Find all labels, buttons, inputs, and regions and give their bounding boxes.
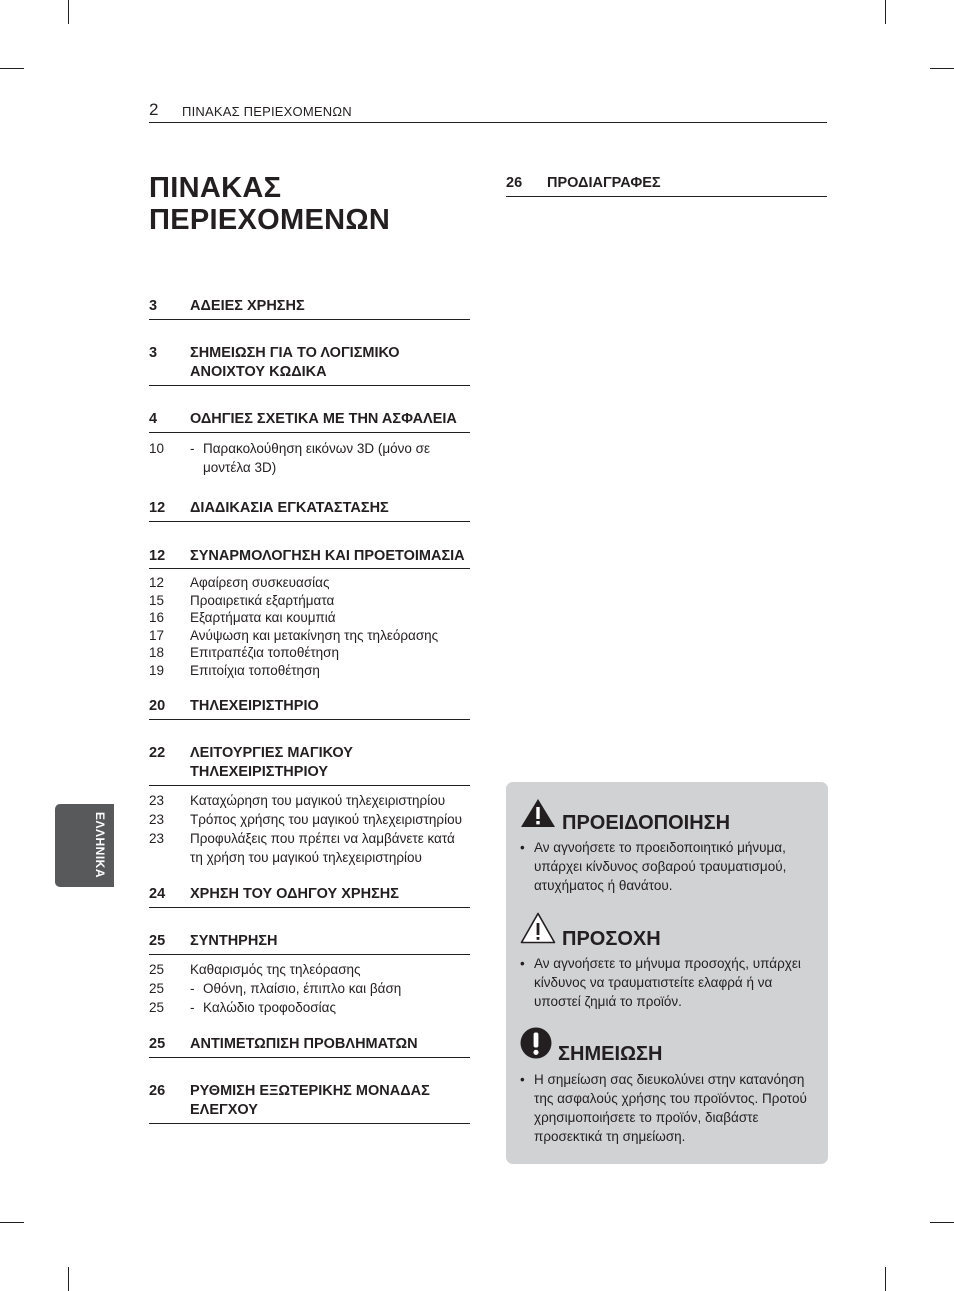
toc-heading[interactable] xyxy=(149,1082,470,1124)
toc-page-number: 17 xyxy=(149,627,165,643)
toc-dash: - xyxy=(190,999,195,1015)
toc-page-number: 16 xyxy=(149,610,165,625)
notice-box xyxy=(506,782,828,1164)
toc-subitem-text: Προαιρετικά εξαρτήματα xyxy=(190,592,335,608)
language-tab-label: ΕΛΛΗΝΙΚΑ xyxy=(93,812,107,879)
toc-section xyxy=(149,499,470,522)
toc-subitem-text: Αφαίρεση συσκευασίας xyxy=(190,575,330,590)
exclamation-circle-icon xyxy=(520,1027,552,1065)
crop-mark xyxy=(885,0,886,24)
toc-subitem-text: Προφυλάξεις που πρέπει να λαμβάνετε κατά τη χρήση του μαγικού τηλεχειριστηρίου xyxy=(190,830,455,865)
page-title xyxy=(149,172,479,236)
caution-text xyxy=(520,954,816,1011)
warning-title-text: ΠΡΟΕΙΔΟΠΟΙΗΣΗ xyxy=(562,812,731,834)
note-title xyxy=(520,1027,662,1065)
bullet: • xyxy=(520,1072,525,1087)
toc-subitem-text: Επιτοίχια τοποθέτηση xyxy=(190,662,320,678)
toc-page-number: 24 xyxy=(149,885,166,902)
toc-heading[interactable] xyxy=(149,744,470,786)
toc-heading-text: ΣΗΜΕΙΩΣΗ ΓΙΑ ΤΟ ΛΟΓΙΣΜΙΚΟ ΑΝΟΙΧΤΟΥ ΚΩΔΙΚΑ xyxy=(190,345,400,380)
toc-heading-text: ΣΥΝΤΗΡΗΣΗ xyxy=(190,932,278,949)
bullet: • xyxy=(520,840,525,855)
caution-title xyxy=(520,912,661,950)
toc-subitem-text: Καταχώρηση του μαγικού τηλεχειριστηρίου xyxy=(190,793,446,808)
toc-subitem[interactable] xyxy=(149,627,470,645)
toc-page-number: 12 xyxy=(149,548,166,564)
toc-page-number: 25 xyxy=(149,961,165,977)
toc-page-number: 3 xyxy=(149,345,158,361)
toc-page-number: 23 xyxy=(149,830,165,846)
toc-subitem-text: Καθαρισμός της τηλεόρασης xyxy=(190,961,361,977)
toc-subitem[interactable] xyxy=(149,609,470,627)
warning-triangle-filled-icon xyxy=(520,798,556,834)
table-of-contents-right xyxy=(506,174,827,197)
toc-heading-text: ΟΔΗΓΙΕΣ ΣΧΕΤΙΚΑ ΜΕ ΤΗΝ ΑΣΦΑΛΕΙΑ xyxy=(190,411,457,427)
language-tab xyxy=(55,804,114,887)
bullet: • xyxy=(520,956,525,971)
toc-subitem[interactable] xyxy=(149,998,470,1017)
note-title-text: ΣΗΜΕΙΩΣΗ xyxy=(558,1043,663,1065)
toc-page-number: 25 xyxy=(149,980,165,996)
toc-subitem[interactable] xyxy=(149,810,470,829)
toc-page-number: 15 xyxy=(149,592,165,608)
toc-subitem[interactable] xyxy=(149,829,470,867)
toc-heading-text: ΡΥΘΜΙΣΗ ΕΞΩΤΕΡΙΚΗΣ ΜΟΝΑΔΑΣ ΕΛΕΓΧΟΥ xyxy=(190,1082,430,1118)
toc-dash: - xyxy=(190,980,195,996)
toc-heading[interactable] xyxy=(149,410,470,433)
page-title-line-1: ΠΙΝΑΚΑΣ xyxy=(149,172,282,204)
toc-page-number: 26 xyxy=(506,175,523,191)
toc-page-number: 25 xyxy=(149,999,165,1015)
toc-page-number: 18 xyxy=(149,645,165,660)
toc-page-number: 25 xyxy=(149,932,166,949)
page-title-line-2: ΠΕΡΙΕΧΟΜΕΝΩΝ xyxy=(149,204,391,236)
toc-page-number: 19 xyxy=(149,662,165,678)
toc-heading-text: ΛΕΙΤΟΥΡΓΙΕΣ ΜΑΓΙΚΟΥ ΤΗΛΕΧΕΙΡΙΣΤΗΡΙΟΥ xyxy=(190,745,353,780)
toc-heading-text: ΠΡΟΔΙΑΓΡΑΦΕΣ xyxy=(547,175,661,191)
toc-page-number: 20 xyxy=(149,698,166,714)
caution-body: Αν αγνοήσετε το μήνυμα προσοχής, υπάρχει κίνδυνος να τραυματιστείτε ελαφρά ή να υποστεί ζημιά το προϊόν. xyxy=(534,956,801,1009)
toc-dash: - xyxy=(190,441,195,456)
table-of-contents xyxy=(149,297,470,1124)
toc-page-number: 23 xyxy=(149,811,165,827)
crop-mark xyxy=(885,1267,886,1291)
toc-page-number: 12 xyxy=(149,575,165,590)
toc-heading[interactable] xyxy=(149,885,470,908)
toc-subitem[interactable] xyxy=(149,644,470,662)
toc-page-number: 4 xyxy=(149,411,158,427)
toc-heading-text: ΧΡΗΣΗ ΤΟΥ ΟΔΗΓΟΥ ΧΡΗΣΗΣ xyxy=(190,885,399,902)
toc-subitem[interactable] xyxy=(149,792,470,810)
crop-mark xyxy=(0,68,24,69)
toc-subitem-text: Τρόπος χρήσης του μαγικού τηλεχειριστηρίου xyxy=(190,811,462,827)
note-text xyxy=(520,1070,816,1146)
toc-subitem-text: Ανύψωση και μετακίνηση της τηλεόρασης xyxy=(190,627,439,643)
toc-section xyxy=(149,1035,470,1058)
toc-section xyxy=(149,744,470,867)
toc-subitem[interactable] xyxy=(149,439,470,477)
toc-subitem-text: Παρακολούθηση εικόνων 3D (μόνο σε μοντέλα 3D) xyxy=(203,441,430,475)
warning-title xyxy=(520,798,730,834)
toc-subitem[interactable] xyxy=(149,662,470,680)
toc-subitem-text: Εξαρτήματα και κουμπιά xyxy=(190,610,336,625)
toc-heading-text: ΑΝΤΙΜΕΤΩΠΙΣΗ ΠΡΟΒΛΗΜΑΤΩΝ xyxy=(190,1035,418,1052)
toc-section xyxy=(149,297,470,320)
crop-mark xyxy=(930,68,954,69)
warning-body: Αν αγνοήσετε το προειδοποιητικό μήνυμα, υπάρχει κίνδυνος σοβαρού τραυματισμού, ατυχήματος ή θανάτου. xyxy=(534,840,787,893)
toc-heading-text: ΤΗΛΕΧΕΙΡΙΣΤΗΡΙΟ xyxy=(190,698,319,714)
toc-subitem-text: Οθόνη, πλαίσιο, έπιπλο και βάση xyxy=(203,980,402,996)
crop-mark xyxy=(68,0,69,24)
toc-page-number: 22 xyxy=(149,745,166,761)
toc-heading[interactable] xyxy=(149,697,470,720)
toc-heading-text: ΣΥΝΑΡΜΟΛΟΓΗΣΗ ΚΑΙ ΠΡΟΕΤΟΙΜΑΣΙΑ xyxy=(190,548,465,564)
page-number: 2 xyxy=(149,100,159,119)
caution-triangle-outline-icon xyxy=(520,912,556,950)
toc-section xyxy=(149,697,470,720)
toc-section xyxy=(149,932,470,1017)
toc-page-number: 25 xyxy=(149,1035,166,1052)
toc-subitem[interactable] xyxy=(149,979,470,998)
toc-subitem[interactable] xyxy=(149,574,470,592)
toc-heading-text: ΑΔΕΙΕΣ ΧΡΗΣΗΣ xyxy=(190,298,305,314)
header-title: ΠΙΝΑΚΑΣ ΠΕΡΙΕΧΟΜΕΝΩΝ xyxy=(182,104,352,119)
toc-subitem[interactable] xyxy=(149,592,470,610)
toc-heading[interactable] xyxy=(506,174,827,197)
toc-section xyxy=(149,410,470,477)
crop-mark xyxy=(0,1222,24,1223)
toc-section xyxy=(149,1082,470,1124)
toc-heading[interactable] xyxy=(149,344,470,386)
toc-heading[interactable] xyxy=(149,297,470,320)
toc-subitem-text: Καλώδιο τροφοδοσίας xyxy=(203,999,336,1015)
toc-subitem[interactable] xyxy=(149,960,470,979)
toc-section xyxy=(149,344,470,386)
toc-page-number: 12 xyxy=(149,500,166,516)
toc-heading[interactable] xyxy=(149,1035,470,1058)
toc-section xyxy=(149,885,470,908)
note-body: Η σημείωση σας διευκολύνει στην κατανόηση της ασφαλούς χρήσης του προϊόντος. Προτού χρησιμοποιήσετε το προϊόν, διαβάστε προσεκτικά τη σημείωση. xyxy=(534,1072,807,1144)
toc-section xyxy=(149,548,470,679)
crop-mark xyxy=(68,1267,69,1291)
toc-heading[interactable] xyxy=(149,932,470,955)
caution-title-text: ΠΡΟΣΟΧΗ xyxy=(562,928,661,950)
warning-text xyxy=(520,838,816,895)
crop-mark xyxy=(930,1222,954,1223)
toc-heading[interactable] xyxy=(149,548,470,569)
toc-page-number: 3 xyxy=(149,298,158,314)
toc-heading-text: ΔΙΑΔΙΚΑΣΙΑ ΕΓΚΑΤΑΣΤΑΣΗΣ xyxy=(190,500,389,516)
page-header xyxy=(149,100,827,123)
toc-page-number: 26 xyxy=(149,1082,166,1099)
toc-page-number: 23 xyxy=(149,793,165,808)
toc-page-number: 10 xyxy=(149,441,165,456)
toc-subitem-text: Επιτραπέζια τοποθέτηση xyxy=(190,645,340,660)
toc-heading[interactable] xyxy=(149,499,470,522)
